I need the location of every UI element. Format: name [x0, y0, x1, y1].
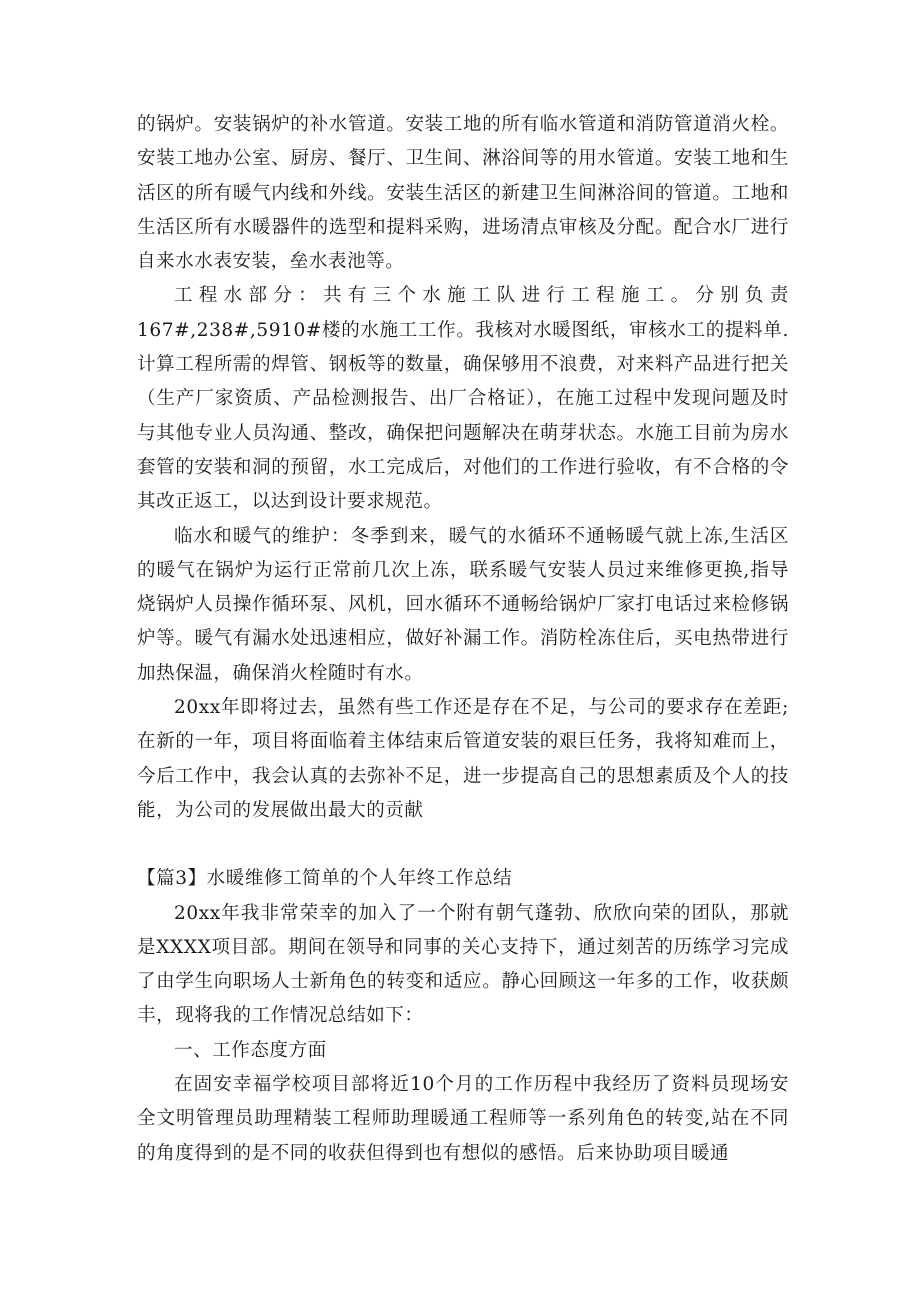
paragraph-year-summary: 20xx年即将过去，虽然有些工作还是存在不足，与公司的要求存在差距;在新的一年，项目将面临着主体结束后管道安装的艰巨任务，我将知难而上，今后工作中，我会认真的去弥补不足，进一步提高自己的思想素质及个人的技能，为公司的发展做出最大的贡献 [137, 697, 789, 821]
subheading-work-attitude: 一、工作态度方面 [174, 1039, 327, 1061]
paragraph-boiler-installation: 的锅炉。安装锅炉的补水管道。安装工地的所有临水管道和消防管道消火栓。安装工地办公室、厨房、餐厅、卫生间、淋浴间等的用水管道。安装工地和生活区的所有暖气内线和外线。安装生活区的新建卫生间淋浴间的管道。工地和生活区所有水暖器件的选型和提料采购，进场清点审核及分配。配合水厂进行自来水水表安装，垒水表池等。 [137, 114, 789, 273]
paragraph-heating-maintenance: 临水和暖气的维护：冬季到来，暖气的水循环不通畅暖气就上冻,生活区的暖气在锅炉为运行正常前几次上冻，联系暖气安装人员过来维修更换,指导烧锅炉人员操作循环泵、风机，回水循环不通畅给锅炉厂家打电话过来检修锅炉等。暖气有漏水处迅速相应，做好补漏工作。消防栓冻住后，买电热带进行加热保温，确保消火栓随时有水。 [137, 525, 789, 684]
document-page [137, 108, 789, 1171]
paragraph-water-engineering: 工程水部分：共有三个水施工队进行工程施工。分别负责167#,238#,5910#楼的水施工工作。我核对水暖图纸，审核水工的提料单.计算工程所需的焊管、钢板等的数量，确保够用不浪费，对来料产品进行把关（生产厂家资质、产品检测报告、出厂合格证），在施工过程中发现问题及时与其他专业人员沟通、整改，确保把问题解决在萌芽状态。水施工目前为房水套管的安装和洞的预留，水工完成后，对他们的工作进行验收，有不合格的令其改正返工，以达到设计要求规范。 [137, 285, 789, 513]
paragraph-project-experience: 在固安幸福学校项目部将近10个月的工作历程中我经历了资料员现场安全文明管理员助理精装工程师助理暖通工程师等一系列角色的转变,站在不同的角度得到的是不同的收获但得到也有想似的感悟。后来协助项目暖通 [137, 1074, 789, 1164]
paragraph-joining-team: 20xx年我非常荣幸的加入了一个附有朝气蓬勃、欣欣向荣的团队，那就是XXXX项目部。期间在领导和同事的关心支持下，通过刻苦的历练学习完成了由学生向职场人士新角色的转变和适应。静心回顾这一年多的工作，收获颇丰，现将我的工作情况总结如下： [137, 902, 789, 1027]
section-title: 【篇3】水暖维修工简单的个人年终工作总结 [137, 868, 513, 890]
section-spacer [137, 828, 789, 862]
